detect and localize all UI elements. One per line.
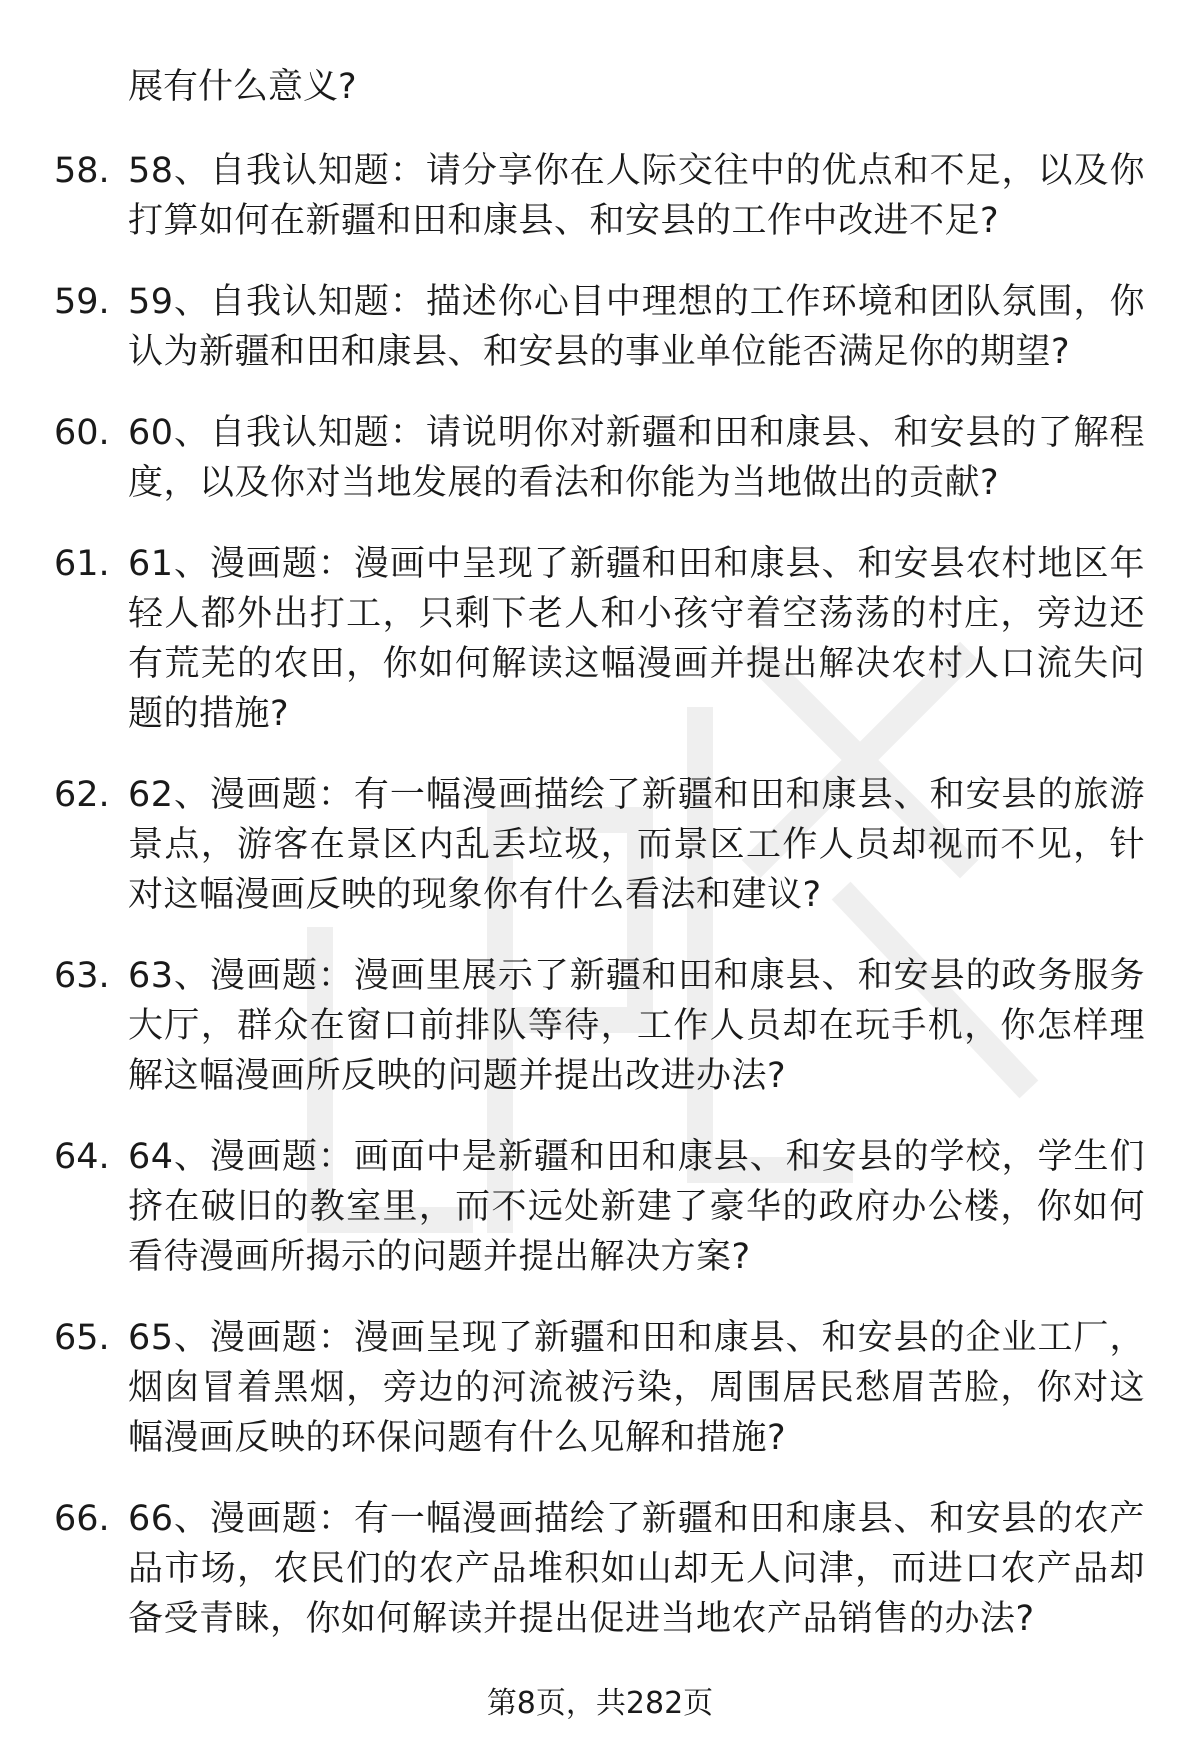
question-number: 66. [54,1499,110,1539]
question-text: 61、漫画题：漫画中呈现了新疆和田和康县、和安县农村地区年轻人都外出打工，只剩下老人和小孩守着空荡荡的村庄，旁边还有荒芜的农田，你如何解读这幅漫画并提出解决农村人口流失问题的措施? [128,544,1145,734]
question-text: 63、漫画题：漫画里展示了新疆和田和康县、和安县的政务服务大厅，群众在窗口前排队等待，工作人员却在玩手机，你怎样理解这幅漫画所反映的问题并提出改进办法? [128,956,1145,1096]
question-number: 64. [54,1137,110,1177]
list-item [0,539,1145,739]
list-item [0,277,1145,377]
question-text: 59、自我认知题：描述你心目中理想的工作环境和团队氛围，你认为新疆和田和康县、和安县的事业单位能否满足你的期望? [128,282,1145,372]
question-number: 59. [54,282,110,322]
continuation-text: 展有什么意义? [128,67,357,107]
question-text: 64、漫画题：画面中是新疆和田和康县、和安县的学校，学生们挤在破旧的教室里，而不远处新建了豪华的政府办公楼，你如何看待漫画所揭示的问题并提出解决方案? [128,1137,1145,1277]
question-text: 58、自我认知题：请分享你在人际交往中的优点和不足，以及你打算如何在新疆和田和康县、和安县的工作中改进不足? [128,151,1145,241]
list-item [0,951,1145,1101]
list-item [0,408,1145,508]
page-footer: 第8页，共282页 [486,1686,714,1721]
question-number: 63. [54,956,110,996]
question-number: 62. [54,775,110,815]
list-item [0,1313,1145,1463]
list-item [0,146,1145,246]
question-number: 65. [54,1318,110,1358]
list-item [0,1132,1145,1282]
question-number: 61. [54,544,110,584]
question-text: 65、漫画题：漫画呈现了新疆和田和康县、和安县的企业工厂，烟囱冒着黑烟，旁边的河流被污染，周围居民愁眉苦脸，你对这幅漫画反映的环保问题有什么见解和措施? [128,1318,1145,1458]
question-text: 60、自我认知题：请说明你对新疆和田和康县、和安县的了解程度，以及你对当地发展的看法和你能为当地做出的贡献? [128,413,1145,503]
list-item [0,770,1145,920]
question-number: 60. [54,413,110,453]
list-item [0,1494,1145,1644]
question-number: 58. [54,151,110,191]
question-text: 62、漫画题：有一幅漫画描绘了新疆和田和康县、和安县的旅游景点，游客在景区内乱丢垃圾，而景区工作人员却视而不见，针对这幅漫画反映的现象你有什么看法和建议? [128,775,1145,915]
question-text: 66、漫画题：有一幅漫画描绘了新疆和田和康县、和安县的农产品市场，农民们的农产品堆积如山却无人问津，而进口农产品却备受青睐，你如何解读并提出促进当地农产品销售的办法? [128,1499,1145,1639]
question-list [0,146,1200,1675]
